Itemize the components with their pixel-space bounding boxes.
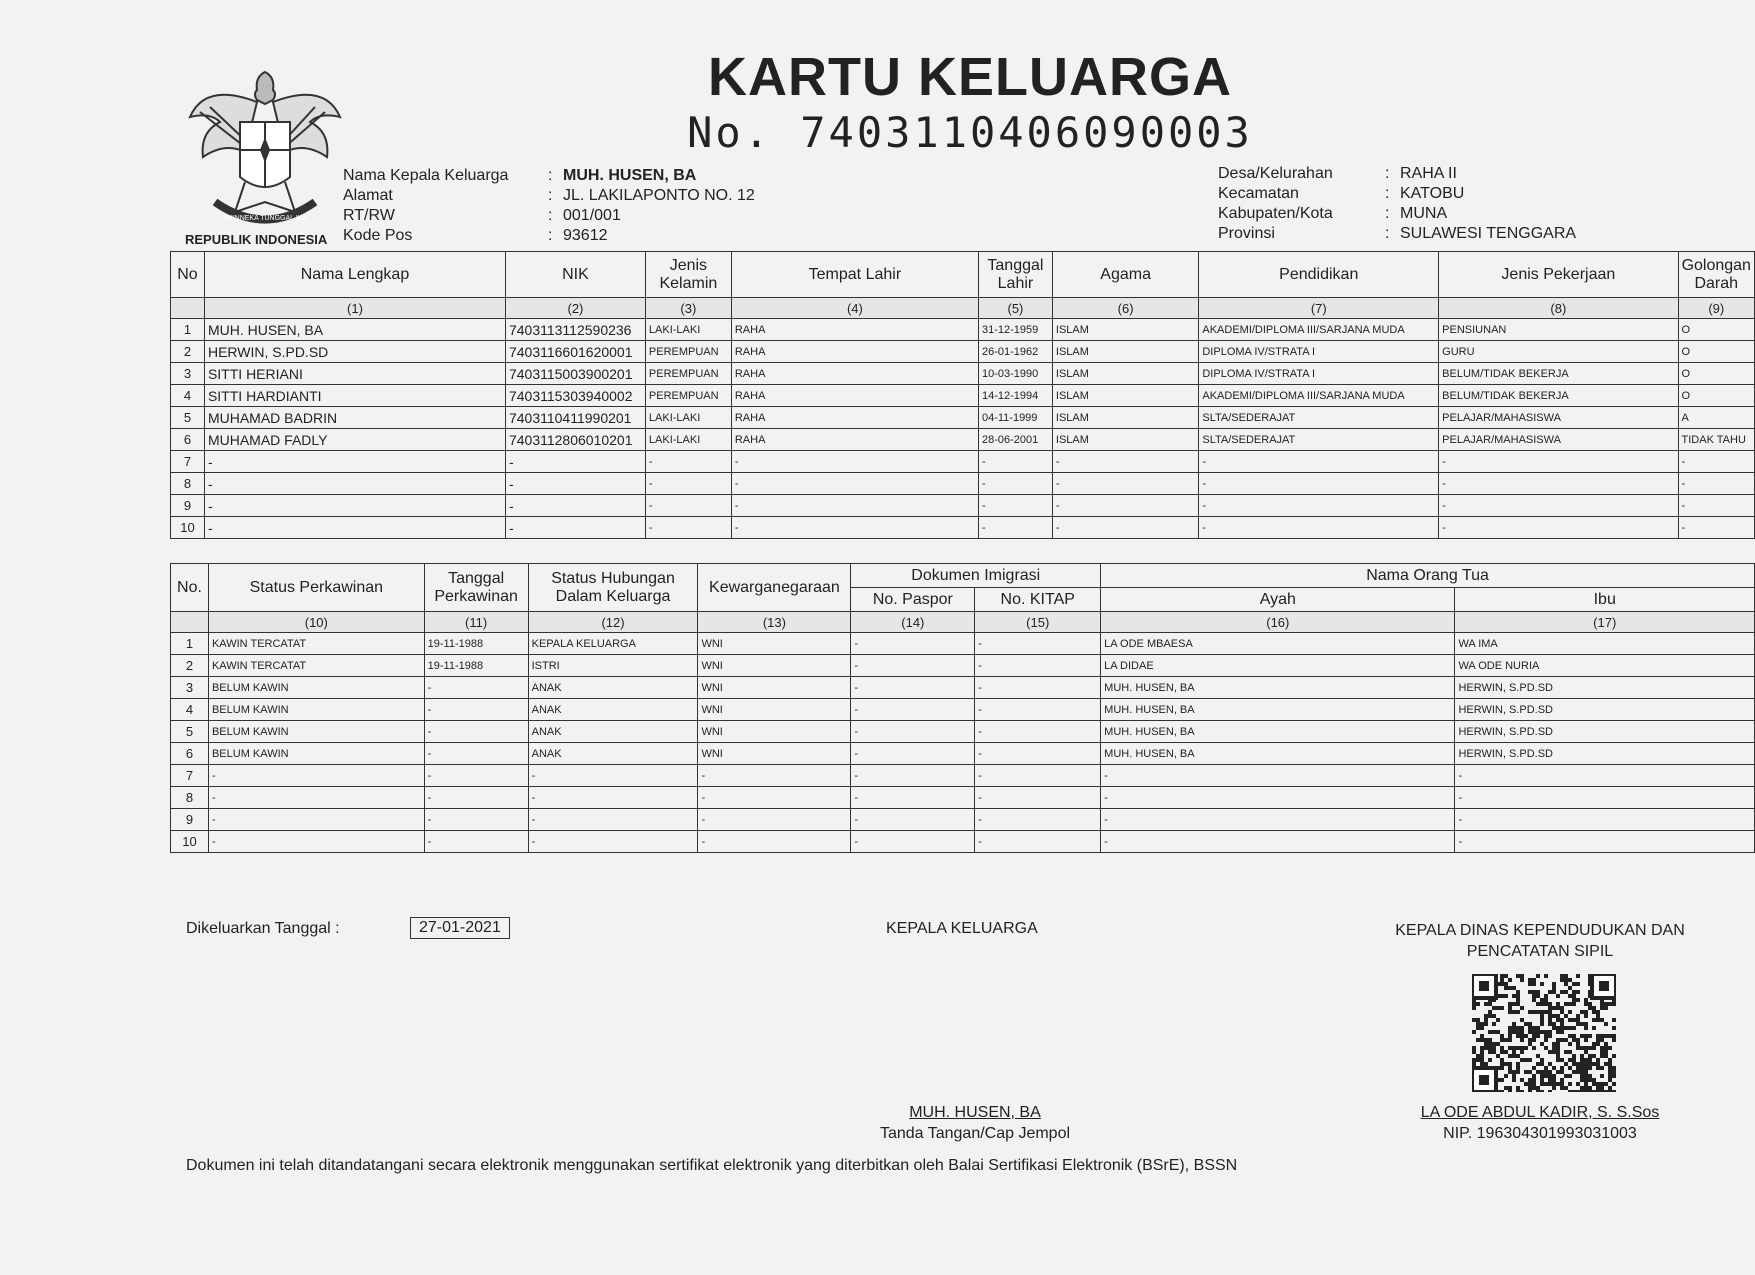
table-cell: BELUM KAWIN (208, 743, 424, 765)
table-cell: RAHA (731, 407, 978, 429)
table-row (171, 495, 1755, 517)
column-number: (14) (851, 612, 975, 633)
table-cell: WNI (698, 743, 851, 765)
table-cell: - (851, 699, 975, 721)
col-header: Status Perkawinan (208, 564, 424, 612)
kepala-keluarga-heading: KEPALA KELUARGA (886, 920, 1038, 937)
table-cell: 31-12-1959 (978, 319, 1052, 341)
col-header: Tempat Lahir (731, 252, 978, 298)
table-cell: LA ODE MBAESA (1101, 633, 1455, 655)
table-cell: - (208, 809, 424, 831)
table-cell: - (1101, 809, 1455, 831)
table-cell: - (505, 473, 645, 495)
table-cell: RAHA (731, 341, 978, 363)
table-cell: - (1678, 451, 1754, 473)
table-cell: - (975, 677, 1101, 699)
table-cell: BELUM KAWIN (208, 677, 424, 699)
column-number-row (171, 298, 1755, 319)
table-cell: - (1101, 787, 1455, 809)
table-cell: - (1439, 451, 1678, 473)
info-label: Kabupaten/Kota (1218, 205, 1333, 222)
table-cell: ISLAM (1052, 385, 1198, 407)
table-cell: 7 (171, 765, 209, 787)
table-cell: WNI (698, 721, 851, 743)
column-number: (15) (975, 612, 1101, 633)
table-row (171, 451, 1755, 473)
table-cell: 3 (171, 363, 205, 385)
column-number: (12) (528, 612, 698, 633)
table-cell: WA ODE NURIA (1455, 655, 1755, 677)
table-cell: 4 (171, 385, 205, 407)
table-cell: - (528, 765, 698, 787)
table-cell: WNI (698, 633, 851, 655)
table-cell: SLTA/SEDERAJAT (1199, 407, 1439, 429)
table-cell: 5 (171, 407, 205, 429)
table-cell: - (1678, 517, 1754, 539)
table-cell: LAKI-LAKI (645, 407, 731, 429)
kepala-keluarga-name: MUH. HUSEN, BA (909, 1104, 1041, 1121)
table-cell: HERWIN, S.PD.SD (204, 341, 505, 363)
table-cell: - (1439, 517, 1678, 539)
table-cell: HERWIN, S.PD.SD (1455, 721, 1755, 743)
table-cell: - (978, 473, 1052, 495)
info-row: RT/RW : 001/001 (343, 207, 621, 224)
col-header: Tanggal Lahir (978, 252, 1052, 298)
table-cell: - (424, 765, 528, 787)
table-cell: - (975, 721, 1101, 743)
info-label: Kode Pos (343, 227, 413, 244)
table-cell: 2 (171, 341, 205, 363)
table-row (171, 831, 1755, 853)
table-cell: SLTA/SEDERAJAT (1199, 429, 1439, 451)
table-cell: - (204, 473, 505, 495)
table-cell: TIDAK TAHU (1678, 429, 1754, 451)
table-cell: 6 (171, 743, 209, 765)
info-label: RT/RW (343, 207, 395, 224)
table-row (171, 809, 1755, 831)
table-cell: 7403116601620001 (505, 341, 645, 363)
table-cell: WNI (698, 677, 851, 699)
table-cell: - (424, 787, 528, 809)
table-row (171, 517, 1755, 539)
table-cell: - (424, 721, 528, 743)
table-cell: BELUM KAWIN (208, 699, 424, 721)
table-cell: 8 (171, 787, 209, 809)
table-cell: 1 (171, 633, 209, 655)
column-number: (17) (1455, 612, 1755, 633)
table-cell: PEREMPUAN (645, 363, 731, 385)
e-signature-note: Dokumen ini telah ditandatangani secara elektronik menggunakan sertifikat elektronik yang diterbitkan oleh Balai Sertifikasi Elektronik (BSrE), BSSN (186, 1157, 1238, 1174)
table-cell: MUHAMAD FADLY (204, 429, 505, 451)
table-cell: - (1455, 765, 1755, 787)
table-cell: 7403115303940002 (505, 385, 645, 407)
table-cell: WNI (698, 655, 851, 677)
table-cell: 2 (171, 655, 209, 677)
col-header: No. Paspor (851, 588, 975, 612)
info-label: Provinsi (1218, 225, 1275, 242)
info-row: Kecamatan : KATOBU (1218, 185, 1465, 202)
table-cell: - (851, 655, 975, 677)
table-cell: PELAJAR/MAHASISWA (1439, 407, 1678, 429)
table-cell: 6 (171, 429, 205, 451)
table-cell: - (851, 677, 975, 699)
table-cell: 9 (171, 495, 205, 517)
table-cell: - (424, 743, 528, 765)
region-info (1218, 164, 1576, 244)
table-cell: - (505, 495, 645, 517)
status-table (170, 563, 1755, 853)
column-number (171, 612, 209, 633)
garuda-pancasila-icon (185, 62, 345, 242)
column-number: (5) (978, 298, 1052, 319)
table-cell: ISLAM (1052, 407, 1198, 429)
table-cell: MUH. HUSEN, BA (1101, 699, 1455, 721)
col-header: Agama (1052, 252, 1198, 298)
info-label: Kecamatan (1218, 185, 1299, 202)
column-number: (16) (1101, 612, 1455, 633)
table-cell: - (975, 787, 1101, 809)
column-number: (10) (208, 612, 424, 633)
table-cell: - (851, 633, 975, 655)
table-cell: 19-11-1988 (424, 655, 528, 677)
column-number-row (171, 612, 1755, 633)
table-cell: - (1455, 787, 1755, 809)
info-row: Desa/Kelurahan : RAHA II (1218, 165, 1457, 182)
info-value: 93612 (563, 227, 608, 244)
column-number (171, 298, 205, 319)
table-cell: - (528, 831, 698, 853)
info-row: Kode Pos : 93612 (343, 227, 608, 244)
kadis-name: LA ODE ABDUL KADIR, S. S.Sos (1420, 1104, 1660, 1121)
table-header-row (171, 252, 1755, 298)
table-cell: - (528, 787, 698, 809)
table-cell: RAHA (731, 319, 978, 341)
column-number: (2) (505, 298, 645, 319)
table-row (171, 677, 1755, 699)
info-row: Alamat : JL. LAKILAPONTO NO. 12 (343, 187, 755, 204)
table-cell: - (731, 495, 978, 517)
kadis-nip: NIP. 196304301993031003 (1443, 1125, 1637, 1142)
table-cell: - (1052, 473, 1198, 495)
table-cell: BELUM KAWIN (208, 721, 424, 743)
table-cell: DIPLOMA IV/STRATA I (1199, 363, 1439, 385)
info-value: SULAWESI TENGGARA (1400, 225, 1577, 242)
column-number: (1) (204, 298, 505, 319)
table-cell: - (208, 765, 424, 787)
table-cell: - (731, 451, 978, 473)
info-label: Nama Kepala Keluarga (343, 167, 509, 184)
table-cell: MUH. HUSEN, BA (204, 319, 505, 341)
col-header: Ayah (1101, 588, 1455, 612)
col-header: No. KITAP (975, 588, 1101, 612)
table-cell: PEREMPUAN (645, 385, 731, 407)
table-cell: - (1455, 809, 1755, 831)
col-header: No. (171, 564, 209, 612)
table-cell: - (1199, 495, 1439, 517)
column-number: (11) (424, 612, 528, 633)
table-cell: 1 (171, 319, 205, 341)
table-cell: 9 (171, 809, 209, 831)
table-cell: ISLAM (1052, 341, 1198, 363)
table-row (171, 655, 1755, 677)
table-cell: - (505, 451, 645, 473)
table-cell: - (204, 517, 505, 539)
col-header: Dokumen Imigrasi (851, 564, 1101, 588)
table-cell: - (505, 517, 645, 539)
table-row (171, 787, 1755, 809)
table-cell: - (1455, 831, 1755, 853)
table-cell: - (975, 831, 1101, 853)
table-cell: MUHAMAD BADRIN (204, 407, 505, 429)
members-table (170, 251, 1755, 539)
table-cell: 14-12-1994 (978, 385, 1052, 407)
col-header: Nama Lengkap (204, 252, 505, 298)
table-cell: - (851, 787, 975, 809)
table-cell: - (645, 473, 731, 495)
table-cell: - (645, 495, 731, 517)
table-cell: - (1052, 517, 1198, 539)
table-cell: - (528, 809, 698, 831)
col-header: Kewarganegaraan (698, 564, 851, 612)
issued-date: 27-01-2021 (410, 917, 510, 939)
qr-code-icon (1472, 974, 1616, 1092)
table-cell: ANAK (528, 677, 698, 699)
table-cell: - (851, 721, 975, 743)
table-row (171, 363, 1755, 385)
table-header-row (171, 564, 1755, 588)
table-cell: 7403112806010201 (505, 429, 645, 451)
table-cell: - (424, 831, 528, 853)
table-cell: - (1052, 451, 1198, 473)
table-cell: - (1678, 473, 1754, 495)
table-cell: - (208, 787, 424, 809)
table-cell: - (978, 451, 1052, 473)
table-cell: 3 (171, 677, 209, 699)
table-cell: - (975, 633, 1101, 655)
table-cell: 7403110411990201 (505, 407, 645, 429)
info-value: JL. LAKILAPONTO NO. 12 (563, 187, 755, 204)
table-cell: - (1101, 765, 1455, 787)
info-value: RAHA II (1400, 165, 1457, 182)
table-cell: RAHA (731, 363, 978, 385)
table-cell: O (1678, 341, 1754, 363)
table-cell: - (424, 809, 528, 831)
table-cell: - (975, 765, 1101, 787)
table-cell: HERWIN, S.PD.SD (1455, 743, 1755, 765)
table-row (171, 407, 1755, 429)
table-cell: MUH. HUSEN, BA (1101, 743, 1455, 765)
column-number: (6) (1052, 298, 1198, 319)
table-cell: GURU (1439, 341, 1678, 363)
table-cell: - (645, 451, 731, 473)
info-label: Alamat (343, 187, 393, 204)
info-value: 001/001 (563, 207, 621, 224)
table-cell: LAKI-LAKI (645, 319, 731, 341)
col-header: Status Hubungan Dalam Keluarga (528, 564, 698, 612)
table-cell: - (978, 517, 1052, 539)
table-cell: - (975, 743, 1101, 765)
table-cell: - (204, 451, 505, 473)
col-header: Ibu (1455, 588, 1755, 612)
table-cell: RAHA (731, 385, 978, 407)
svg-text:BHINNEKA TUNGGAL IKA: BHINNEKA TUNGGAL IKA (222, 215, 308, 222)
table-row (171, 473, 1755, 495)
table-cell: - (1439, 473, 1678, 495)
table-cell: - (1199, 473, 1439, 495)
table-cell: ISLAM (1052, 429, 1198, 451)
table-row (171, 429, 1755, 451)
table-cell: - (851, 765, 975, 787)
table-row (171, 633, 1755, 655)
table-cell: - (975, 809, 1101, 831)
table-cell: - (424, 699, 528, 721)
emblem-caption: REPUBLIK INDONESIA (185, 232, 328, 247)
table-cell: PEREMPUAN (645, 341, 731, 363)
table-cell: - (698, 787, 851, 809)
table-cell: - (645, 517, 731, 539)
table-cell: - (1199, 517, 1439, 539)
table-cell: LAKI-LAKI (645, 429, 731, 451)
info-value: MUH. HUSEN, BA (563, 167, 697, 184)
table-cell: WNI (698, 699, 851, 721)
table-cell: - (1439, 495, 1678, 517)
info-value: MUNA (1400, 205, 1448, 222)
table-cell: ISLAM (1052, 319, 1198, 341)
column-number: (13) (698, 612, 851, 633)
table-cell: BELUM/TIDAK BEKERJA (1439, 363, 1678, 385)
table-cell: - (698, 765, 851, 787)
table-cell: 5 (171, 721, 209, 743)
signature-label: Tanda Tangan/Cap Jempol (879, 1125, 1071, 1142)
table-cell: WA IMA (1455, 633, 1755, 655)
col-header: No (171, 252, 205, 298)
kadis-heading: KEPALA DINAS KEPENDUDUKAN DAN PENCATATAN SIPIL (1395, 922, 1685, 960)
col-header: Nama Orang Tua (1101, 564, 1755, 588)
table-row (171, 699, 1755, 721)
table-row (171, 765, 1755, 787)
table-cell: - (851, 743, 975, 765)
col-header: Tanggal Perkawinan (424, 564, 528, 612)
table-cell: PENSIUNAN (1439, 319, 1678, 341)
table-cell: 7 (171, 451, 205, 473)
household-info (343, 166, 755, 246)
issued-label: Dikeluarkan Tanggal : (186, 920, 340, 937)
info-label: Desa/Kelurahan (1218, 165, 1333, 182)
table-cell: SITTI HERIANI (204, 363, 505, 385)
table-cell: 28-06-2001 (978, 429, 1052, 451)
table-cell: 7403113112590236 (505, 319, 645, 341)
col-header: Jenis Kelamin (645, 252, 731, 298)
column-number: (7) (1199, 298, 1439, 319)
table-cell: - (851, 831, 975, 853)
table-cell: ISTRI (528, 655, 698, 677)
table-cell: KAWIN TERCATAT (208, 633, 424, 655)
table-cell: 10-03-1990 (978, 363, 1052, 385)
table-cell: HERWIN, S.PD.SD (1455, 677, 1755, 699)
table-cell: - (978, 495, 1052, 517)
table-cell: AKADEMI/DIPLOMA III/SARJANA MUDA (1199, 319, 1439, 341)
table-cell: A (1678, 407, 1754, 429)
page-title: KARTU KELUARGA (708, 47, 1232, 107)
table-cell: - (204, 495, 505, 517)
column-number: (3) (645, 298, 731, 319)
table-row (171, 385, 1755, 407)
table-cell: LA DIDAE (1101, 655, 1455, 677)
table-cell: - (698, 809, 851, 831)
table-cell: 10 (171, 831, 209, 853)
table-cell: ANAK (528, 699, 698, 721)
table-cell: ANAK (528, 743, 698, 765)
table-cell: 4 (171, 699, 209, 721)
table-row (171, 341, 1755, 363)
table-cell: - (851, 809, 975, 831)
table-cell: 8 (171, 473, 205, 495)
info-row: Nama Kepala Keluarga : MUH. HUSEN, BA (343, 167, 697, 184)
info-row: Provinsi : SULAWESI TENGGARA (1218, 225, 1577, 242)
table-cell: DIPLOMA IV/STRATA I (1199, 341, 1439, 363)
table-row (171, 319, 1755, 341)
table-cell: - (1052, 495, 1198, 517)
table-cell: - (731, 473, 978, 495)
table-cell: 19-11-1988 (424, 633, 528, 655)
table-cell: - (698, 831, 851, 853)
info-value: KATOBU (1400, 185, 1465, 202)
table-cell: - (1101, 831, 1455, 853)
table-cell: O (1678, 319, 1754, 341)
table-row (171, 743, 1755, 765)
table-cell: 10 (171, 517, 205, 539)
table-cell: PELAJAR/MAHASISWA (1439, 429, 1678, 451)
table-cell: O (1678, 385, 1754, 407)
table-cell: - (208, 831, 424, 853)
kk-number: No. 7403110406090003 (687, 108, 1253, 157)
table-cell: 04-11-1999 (978, 407, 1052, 429)
column-number: (8) (1439, 298, 1678, 319)
column-number: (4) (731, 298, 978, 319)
table-cell: ISLAM (1052, 363, 1198, 385)
table-cell: 26-01-1962 (978, 341, 1052, 363)
table-cell: O (1678, 363, 1754, 385)
table-cell: BELUM/TIDAK BEKERJA (1439, 385, 1678, 407)
table-cell: 7403115003900201 (505, 363, 645, 385)
column-number: (9) (1678, 298, 1754, 319)
info-row: Kabupaten/Kota : MUNA (1218, 205, 1448, 222)
col-header: Jenis Pekerjaan (1439, 252, 1678, 298)
table-cell: AKADEMI/DIPLOMA III/SARJANA MUDA (1199, 385, 1439, 407)
table-cell: - (424, 677, 528, 699)
table-cell: MUH. HUSEN, BA (1101, 721, 1455, 743)
table-cell: - (731, 517, 978, 539)
col-header: Golongan Darah (1678, 252, 1754, 298)
table-cell: - (1678, 495, 1754, 517)
table-cell: SITTI HARDIANTI (204, 385, 505, 407)
table-cell: RAHA (731, 429, 978, 451)
table-cell: ANAK (528, 721, 698, 743)
table-cell: - (975, 655, 1101, 677)
table-cell: - (975, 699, 1101, 721)
table-cell: HERWIN, S.PD.SD (1455, 699, 1755, 721)
col-header: Pendidikan (1199, 252, 1439, 298)
table-cell: - (1199, 451, 1439, 473)
table-row (171, 721, 1755, 743)
table-cell: KAWIN TERCATAT (208, 655, 424, 677)
table-cell: MUH. HUSEN, BA (1101, 677, 1455, 699)
table-cell: KEPALA KELUARGA (528, 633, 698, 655)
col-header: NIK (505, 252, 645, 298)
